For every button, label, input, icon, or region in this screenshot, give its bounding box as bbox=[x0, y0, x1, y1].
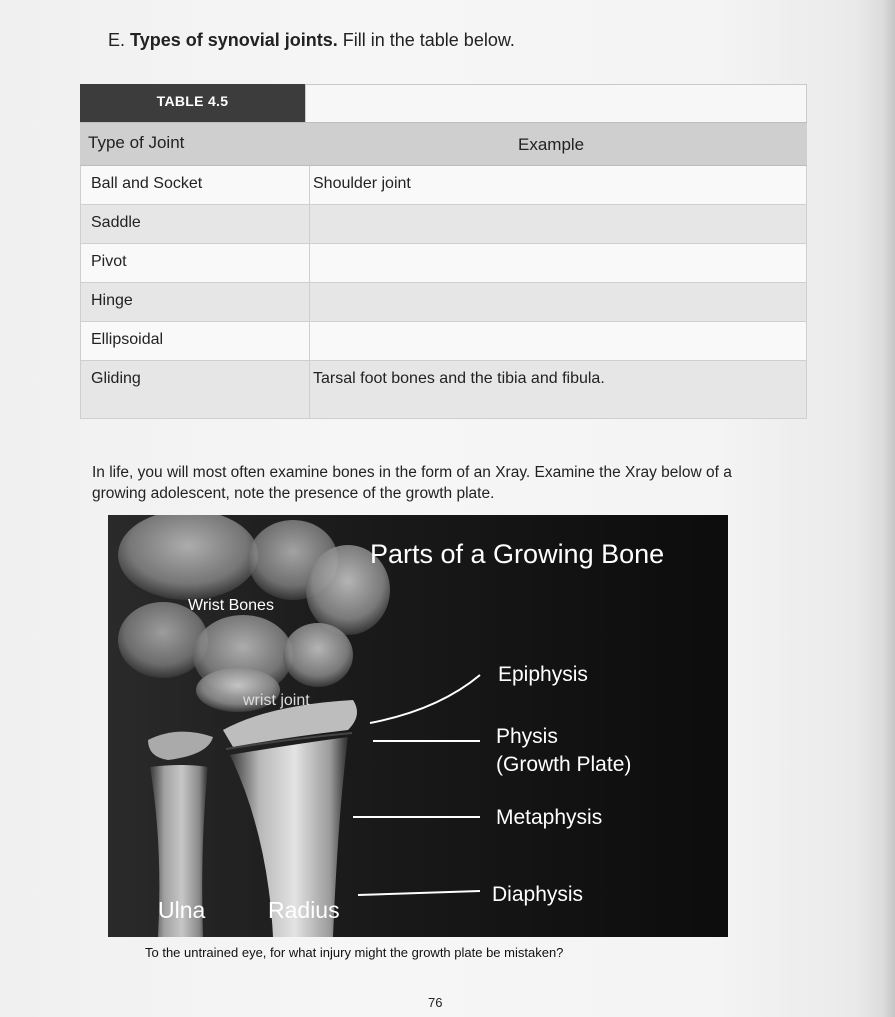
joint-type-cell: Ellipsoidal bbox=[91, 331, 164, 348]
header-example: Example bbox=[518, 135, 585, 154]
joint-type-cell: Pivot bbox=[91, 253, 127, 270]
joint-type-cell: Hinge bbox=[91, 292, 133, 309]
table-header-row bbox=[80, 122, 807, 166]
table-row bbox=[80, 244, 807, 283]
heading-rest: Fill in the table below. bbox=[337, 30, 515, 50]
page-number: 76 bbox=[428, 995, 443, 1010]
screen-edge-shadow bbox=[855, 0, 895, 1017]
label-epiphysis: Epiphysis bbox=[498, 663, 588, 686]
label-growth-plate: (Growth Plate) bbox=[496, 753, 632, 776]
figure-title: Parts of a Growing Bone bbox=[370, 539, 665, 569]
label-ulna: Ulna bbox=[158, 897, 206, 923]
table-caption: TABLE 4.5 bbox=[80, 84, 305, 122]
joint-type-cell: Gliding bbox=[91, 370, 141, 387]
xray-figure bbox=[108, 515, 728, 937]
label-radius: Radius bbox=[268, 897, 340, 923]
xray-image bbox=[108, 515, 728, 937]
instruction-paragraph bbox=[92, 462, 822, 504]
table-row bbox=[80, 283, 807, 322]
joints-table bbox=[80, 84, 807, 419]
table-row bbox=[80, 361, 807, 419]
joint-example-cell[interactable]: Tarsal foot bones and the tibia and fibula. bbox=[313, 370, 605, 387]
label-diaphysis: Diaphysis bbox=[492, 883, 584, 906]
table-row bbox=[80, 322, 807, 361]
table-row bbox=[80, 205, 807, 244]
heading-bold: Types of synovial joints. bbox=[130, 30, 338, 50]
section-heading bbox=[108, 30, 515, 51]
label-wrist-joint: wrist joint bbox=[243, 692, 310, 709]
paragraph-line-2: growing adolescent, note the presence of the growth plate. bbox=[92, 485, 495, 502]
joint-type-cell: Saddle bbox=[91, 214, 141, 231]
label-physis: Physis bbox=[496, 725, 558, 748]
question-text: To the untrained eye, for what injury might the growth plate be mistaken? bbox=[145, 945, 564, 960]
label-metaphysis: Metaphysis bbox=[496, 806, 603, 829]
joint-type-cell: Ball and Socket bbox=[91, 175, 203, 192]
table-row bbox=[80, 166, 807, 205]
heading-prefix: E. bbox=[108, 30, 126, 50]
table-caption-blank bbox=[305, 84, 807, 122]
paragraph-line-1: In life, you will most often examine bones in the form of an Xray. Examine the Xray below of a bbox=[92, 464, 732, 481]
label-wrist-bones: Wrist Bones bbox=[188, 597, 274, 614]
header-type-of-joint: Type of Joint bbox=[88, 133, 185, 152]
joint-example-cell[interactable]: Shoulder joint bbox=[313, 175, 411, 192]
